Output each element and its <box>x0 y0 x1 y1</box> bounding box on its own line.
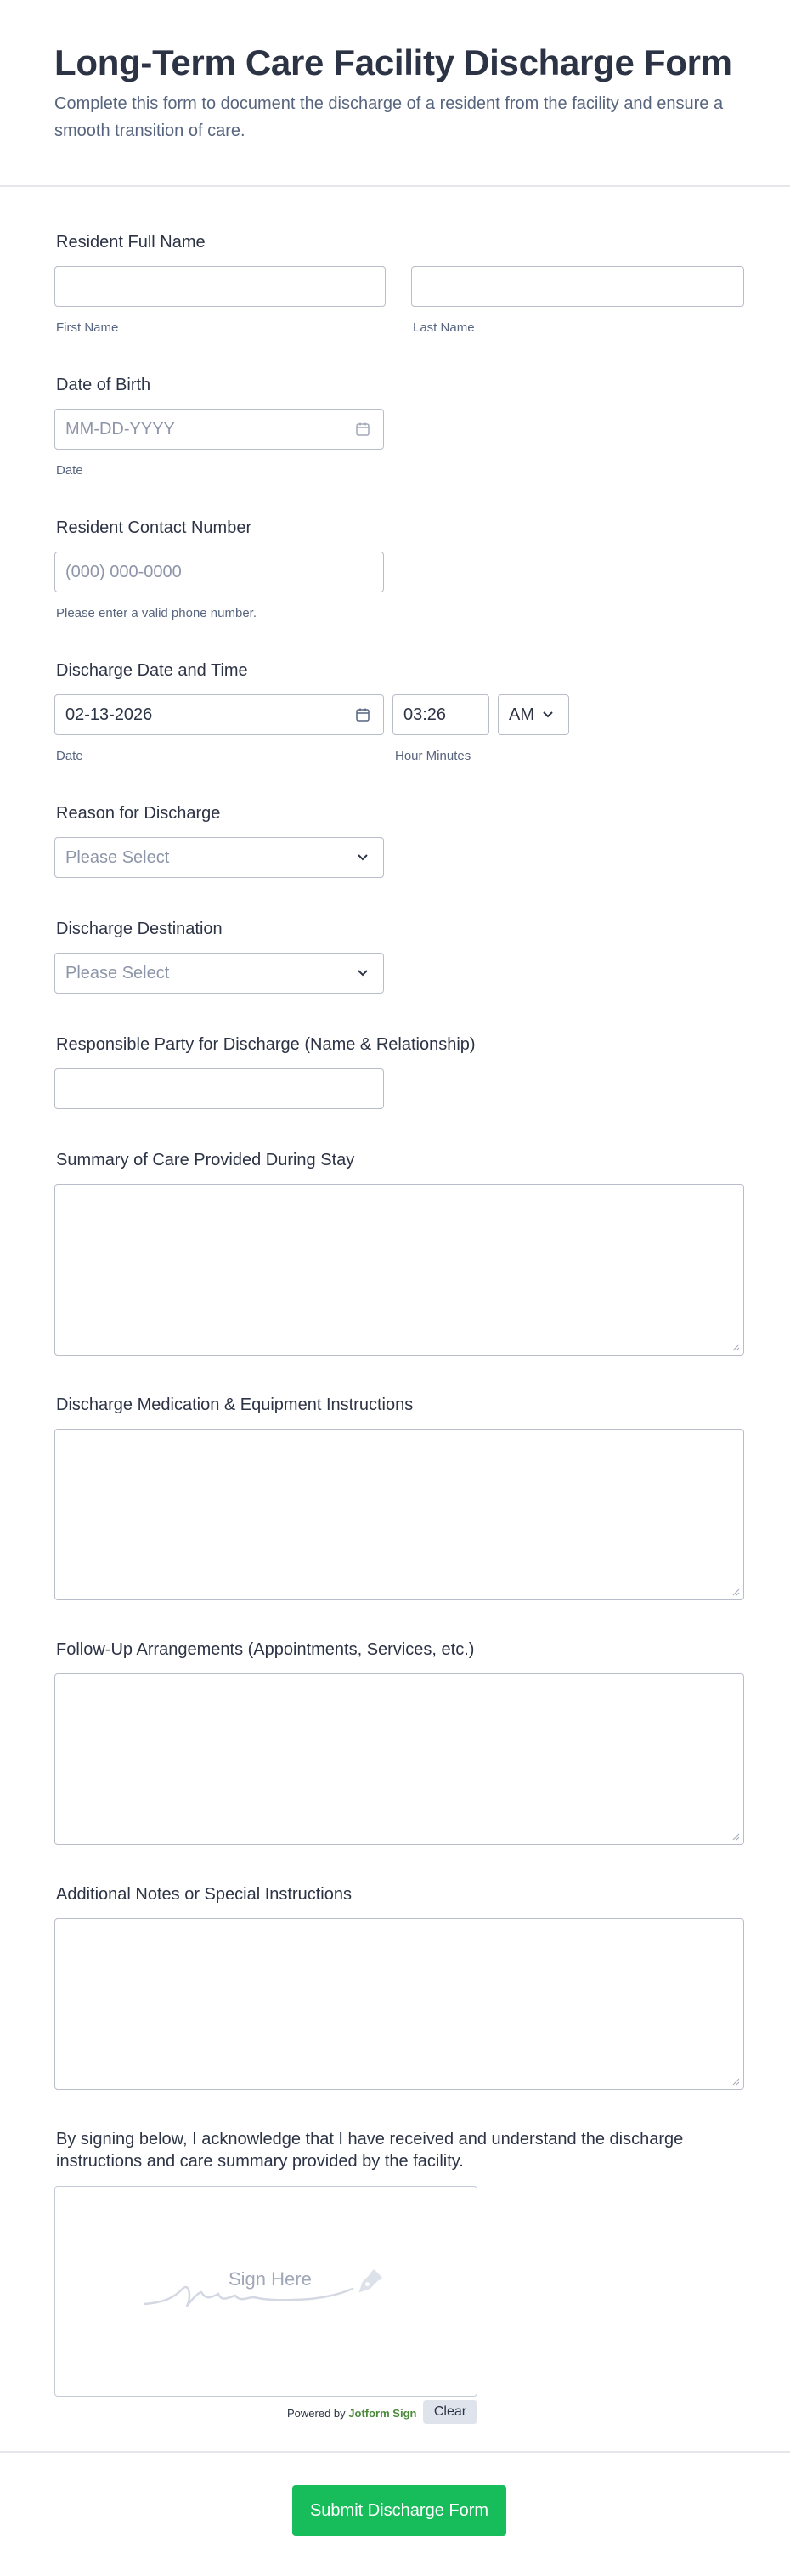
chevron-down-icon <box>539 706 556 723</box>
last-name-input[interactable] <box>411 266 744 307</box>
jotform-sign-brand: Jotform Sign <box>348 2407 417 2420</box>
resize-handle-icon[interactable] <box>731 1588 740 1596</box>
chevron-down-icon <box>354 849 371 866</box>
signature-pad[interactable] <box>54 2186 477 2397</box>
submit-button[interactable]: Submit Discharge Form <box>292 2485 506 2536</box>
pen-nib-icon <box>347 2267 385 2304</box>
additional-notes-textarea[interactable] <box>54 1918 744 2090</box>
discharge-date-sublabel: Date <box>56 749 83 763</box>
discharge-datetime-label: Discharge Date and Time <box>56 661 248 680</box>
calendar-icon[interactable] <box>354 706 371 723</box>
contact-label: Resident Contact Number <box>56 518 252 537</box>
calendar-icon[interactable] <box>354 421 371 438</box>
discharge-time-input[interactable]: 03:26 <box>392 694 489 735</box>
care-summary-textarea[interactable] <box>54 1184 744 1356</box>
form-header <box>0 0 790 187</box>
reason-label: Reason for Discharge <box>56 804 221 823</box>
follow-up-label: Follow-Up Arrangements (Appointments, Services, etc.) <box>56 1640 475 1659</box>
page-description: Complete this form to document the discharge of a resident from the facility and ensure a smooth transition of care. <box>54 94 724 140</box>
medication-instructions-label: Discharge Medication & Equipment Instructions <box>56 1396 414 1414</box>
resident-name-label: Resident Full Name <box>56 233 206 252</box>
clear-signature-button[interactable]: Clear <box>423 2400 477 2424</box>
dob-label: Date of Birth <box>56 376 151 394</box>
footer-divider <box>0 2451 790 2453</box>
dob-input[interactable]: MM-DD-YYYY <box>54 409 384 450</box>
powered-by-text: Powered by Jotform Sign <box>287 2407 417 2420</box>
phone-sublabel: Please enter a valid phone number. <box>56 606 257 620</box>
sign-here-placeholder: Sign Here <box>229 2268 312 2290</box>
dob-sublabel: Date <box>56 463 83 478</box>
responsible-party-input[interactable] <box>54 1068 384 1109</box>
signature-acknowledgement-label: By signing below, I acknowledge that I have received and understand the discharge instructions and care summary provided by the facility. <box>56 2130 684 2171</box>
page-title: Long-Term Care Facility Discharge Form <box>54 42 732 82</box>
additional-notes-label: Additional Notes or Special Instructions <box>56 1885 352 1904</box>
first-name-input[interactable] <box>54 266 386 307</box>
medication-instructions-textarea[interactable] <box>54 1429 744 1600</box>
chevron-down-icon <box>354 965 371 982</box>
responsible-party-label: Responsible Party for Discharge (Name & Relationship) <box>56 1035 476 1054</box>
discharge-date-input[interactable]: 02-13-2026 <box>54 694 384 735</box>
reason-select[interactable]: Please Select <box>54 837 384 878</box>
resize-handle-icon[interactable] <box>731 2077 740 2086</box>
resize-handle-icon[interactable] <box>731 1343 740 1351</box>
destination-select[interactable]: Please Select <box>54 953 384 994</box>
resize-handle-icon[interactable] <box>731 1832 740 1841</box>
care-summary-label: Summary of Care Provided During Stay <box>56 1151 355 1169</box>
ampm-select[interactable]: AM <box>498 694 569 735</box>
destination-label: Discharge Destination <box>56 920 223 938</box>
follow-up-textarea[interactable] <box>54 1673 744 1845</box>
last-name-sublabel: Last Name <box>413 320 475 335</box>
first-name-sublabel: First Name <box>56 320 119 335</box>
discharge-time-sublabel: Hour Minutes <box>395 749 471 763</box>
phone-input[interactable]: (000) 000-0000 <box>54 552 384 592</box>
